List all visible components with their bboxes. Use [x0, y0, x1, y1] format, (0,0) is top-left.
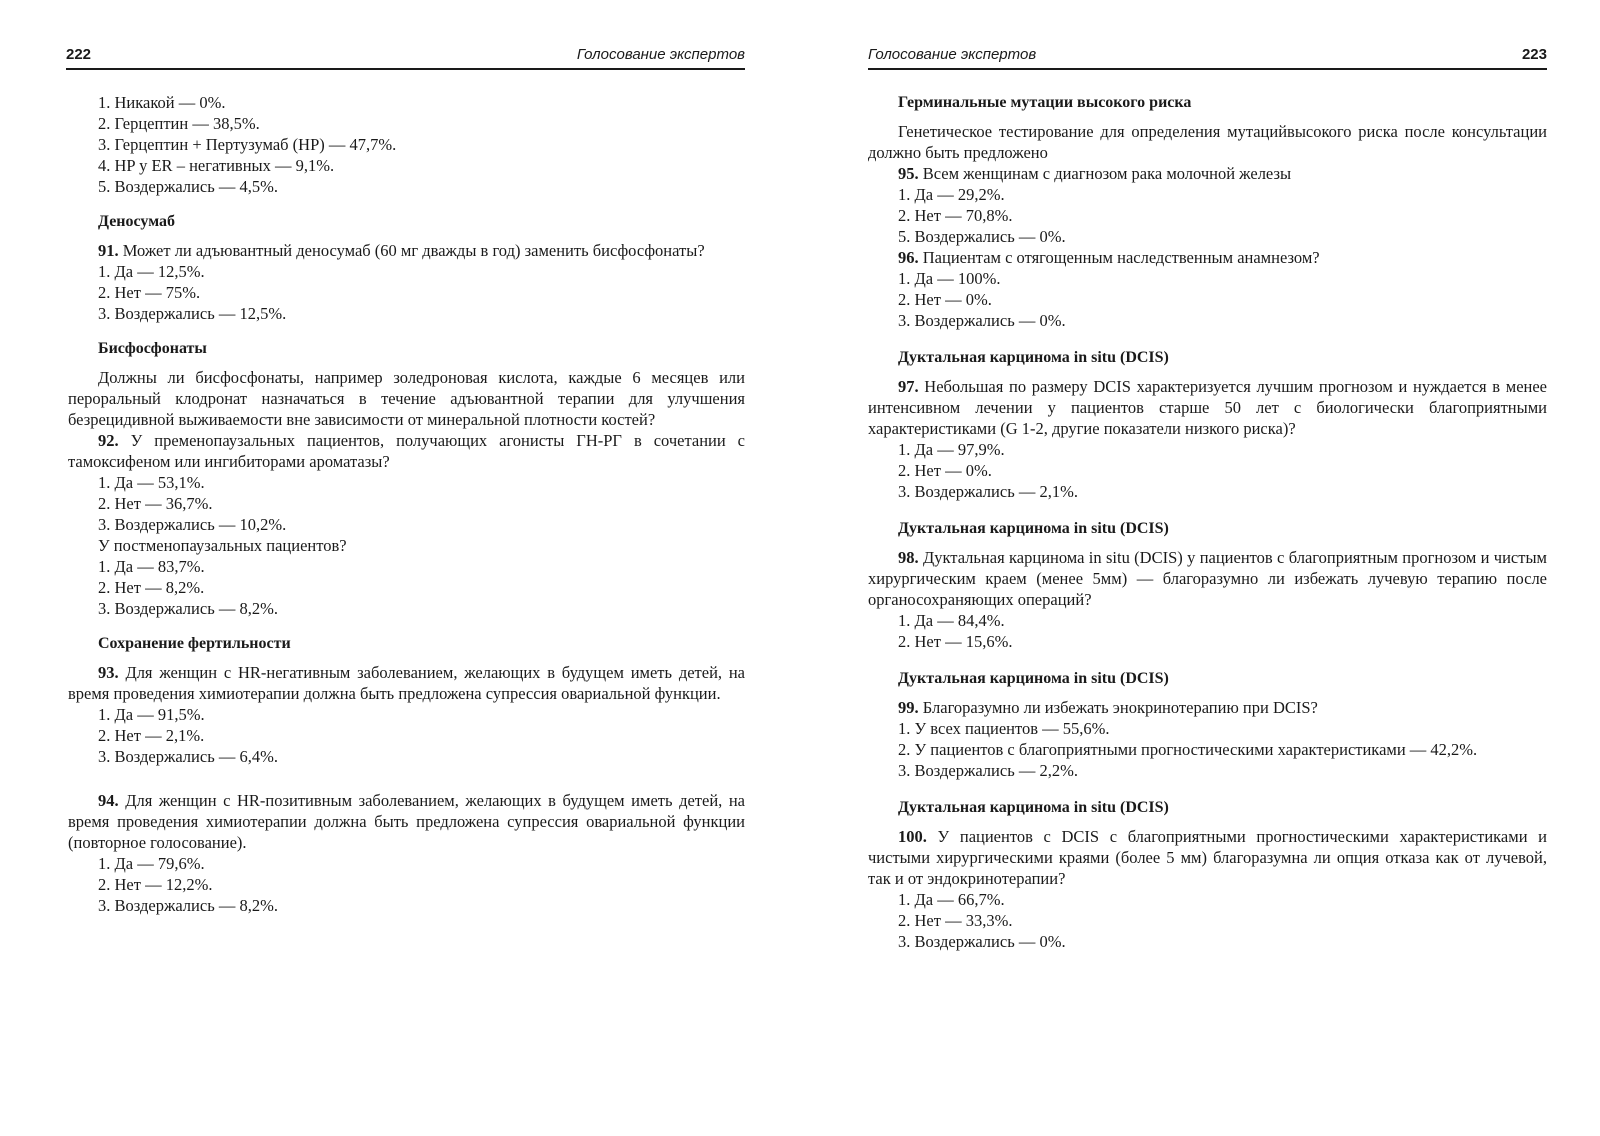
right-page-header	[868, 46, 1547, 70]
question-text: У пациентов с DCIS с благоприятными прогностическими характеристиками и чистыми хирургическими краями (более 5 мм) благоразумна ли опция отказа как от лучевой, так и от эндокринотерапии?	[868, 827, 1548, 888]
question-93	[68, 662, 745, 704]
running-title: Голосование экспертов	[576, 46, 745, 63]
option: 3. Воздержались — 0%.	[898, 311, 1066, 330]
option: 5. Воздержались — 0%.	[898, 227, 1066, 246]
option: 5. Воздержались — 4,5%.	[98, 177, 278, 196]
question-text: Небольшая по размеру DCIS характеризуется лучшим прогнозом и нуждается в менее интенсивном лечении у пациентов старше 50 лет с биологически благоприятными характеристиками (G 1-2, другие показатели низкого риска)?	[868, 377, 1548, 438]
option: 3. Воздержались — 2,2%.	[898, 761, 1078, 780]
option: 1. Да — 29,2%.	[898, 185, 1005, 204]
page-number: 223	[1521, 46, 1547, 63]
question-99	[868, 697, 1547, 718]
option: 2. Нет — 12,2%.	[98, 875, 213, 894]
option: 1. Да — 79,6%.	[98, 854, 205, 873]
option: 3. Воздержались — 10,2%.	[98, 515, 287, 534]
section-heading-germline: Герминальные мутации высокого риска	[898, 94, 1192, 111]
option: 3. Воздержались — 8,2%.	[98, 896, 278, 915]
option: 4. HP у ER – негативных — 9,1%.	[98, 156, 335, 175]
question-text: У пременопаузальных пациентов, получающих агонисты ГН-РГ в сочетании с тамоксифеном или ингибиторами ароматазы?	[68, 431, 745, 471]
running-title: Голосование экспертов	[868, 46, 1037, 63]
question-number: 99.	[898, 698, 919, 717]
question-94	[68, 790, 745, 853]
option: 3. Воздержались — 2,1%.	[898, 482, 1078, 501]
question-number: 93.	[98, 663, 119, 682]
question-text: Всем женщинам с диагнозом рака молочной железы	[922, 164, 1292, 183]
question-number: 92.	[98, 431, 119, 450]
section-heading-dcis: Дуктальная карцинома in situ (DCIS)	[898, 670, 1169, 687]
question-97	[868, 376, 1547, 439]
question-text: Для женщин с HR-позитивным заболеванием, желающих в будущем иметь детей, на время проведения химиотерапии должна быть предложена супрессия овариальной функции (повторное голосование).	[68, 791, 746, 852]
option: 2. Нет — 15,6%.	[898, 632, 1013, 651]
question-text: Благоразумно ли избежать энокринотерапию при DCIS?	[922, 698, 1318, 717]
left-page-header	[66, 46, 745, 70]
option: 3. Герцептин + Пертузумаб (HP) — 47,7%.	[98, 135, 397, 154]
question-91	[68, 240, 745, 261]
spacer	[68, 767, 745, 790]
section-heading-dcis: Дуктальная карцинома in situ (DCIS)	[898, 349, 1169, 366]
question-100	[868, 826, 1547, 889]
option: 3. Воздержались — 6,4%.	[98, 747, 278, 766]
question-98	[868, 547, 1547, 610]
section-heading-fertility: Сохранение фертильности	[98, 635, 291, 652]
option: 2. Нет — 0%.	[898, 290, 992, 309]
option: 2. Нет — 36,7%.	[98, 494, 213, 513]
question-95	[868, 163, 1547, 184]
question-number: 95.	[898, 164, 919, 183]
section-heading-bisphosphonates: Бисфосфонаты	[98, 340, 207, 357]
option: 1. Да — 12,5%.	[98, 262, 205, 281]
left-page-body	[68, 92, 745, 916]
option: 2. Нет — 2,1%.	[98, 726, 205, 745]
question-text: Может ли адъювантный деносумаб (60 мг дважды в год) заменить бисфосфонаты?	[122, 241, 705, 260]
option: 1. Никакой — 0%.	[98, 93, 226, 112]
question-number: 100.	[898, 827, 927, 846]
option: 1. У всех пациентов — 55,6%.	[898, 719, 1110, 738]
option: 1. Да — 97,9%.	[898, 440, 1005, 459]
option: 2. Герцептин — 38,5%.	[98, 114, 260, 133]
option: 1. Да — 100%.	[898, 269, 1001, 288]
section-heading-dcis: Дуктальная карцинома in situ (DCIS)	[898, 520, 1169, 537]
question-text: Дуктальная карцинома in situ (DCIS) у пациентов с благоприятным прогнозом и чистым хирургическим краем (менее 5мм) — благоразумно ли избежать лучевую терапию после органосохраняющих операций?	[868, 548, 1547, 609]
question-number: 94.	[98, 791, 119, 810]
question-96	[868, 247, 1547, 268]
section-intro: Должны ли бисфосфонаты, например золедроновая кислота, каждые 6 месяцев или пероральный клодронат назначаться в течение адъювантной терапии для улучшения безрецидивной выживаемости вне зависимости от минеральной плотности костей?	[68, 368, 745, 429]
section-intro: Генетическое тестирование для определения мутацийвысокого риска после консультации должно быть предложено	[868, 122, 1547, 162]
right-page-body	[868, 92, 1547, 952]
question-number: 91.	[98, 241, 119, 260]
option: 2. Нет — 33,3%.	[898, 911, 1013, 930]
option: 2. Нет — 70,8%.	[898, 206, 1013, 225]
option: 2. У пациентов с благоприятными прогностическими характеристиками — 42,2%.	[898, 740, 1478, 759]
option: 1. Да — 66,7%.	[898, 890, 1005, 909]
page-number: 222	[66, 46, 92, 63]
section-heading-dcis: Дуктальная карцинома in situ (DCIS)	[898, 799, 1169, 816]
option: 2. Нет — 75%.	[98, 283, 201, 302]
question-92	[68, 430, 745, 472]
section-heading-denosumab: Деносумаб	[98, 213, 175, 230]
option: 3. Воздержались — 8,2%.	[98, 599, 278, 618]
question-text: Пациентам с отягощенным наследственным анамнезом?	[922, 248, 1320, 267]
right-page	[800, 0, 1600, 1136]
option: 3. Воздержались — 12,5%.	[98, 304, 287, 323]
sub-question: У постменопаузальных пациентов?	[98, 536, 347, 555]
question-number: 97.	[898, 377, 919, 396]
option: 1. Да — 83,7%.	[98, 557, 205, 576]
question-number: 98.	[898, 548, 919, 567]
option: 2. Нет — 8,2%.	[98, 578, 205, 597]
option: 3. Воздержались — 0%.	[898, 932, 1066, 951]
question-number: 96.	[898, 248, 919, 267]
option: 2. Нет — 0%.	[898, 461, 992, 480]
question-text: Для женщин с HR-негативным заболеванием, желающих в будущем иметь детей, на время проведения химиотерапии должна быть предложена супрессия овариальной функции.	[68, 663, 745, 703]
option: 1. Да — 91,5%.	[98, 705, 205, 724]
option: 1. Да — 84,4%.	[898, 611, 1005, 630]
option: 1. Да — 53,1%.	[98, 473, 205, 492]
